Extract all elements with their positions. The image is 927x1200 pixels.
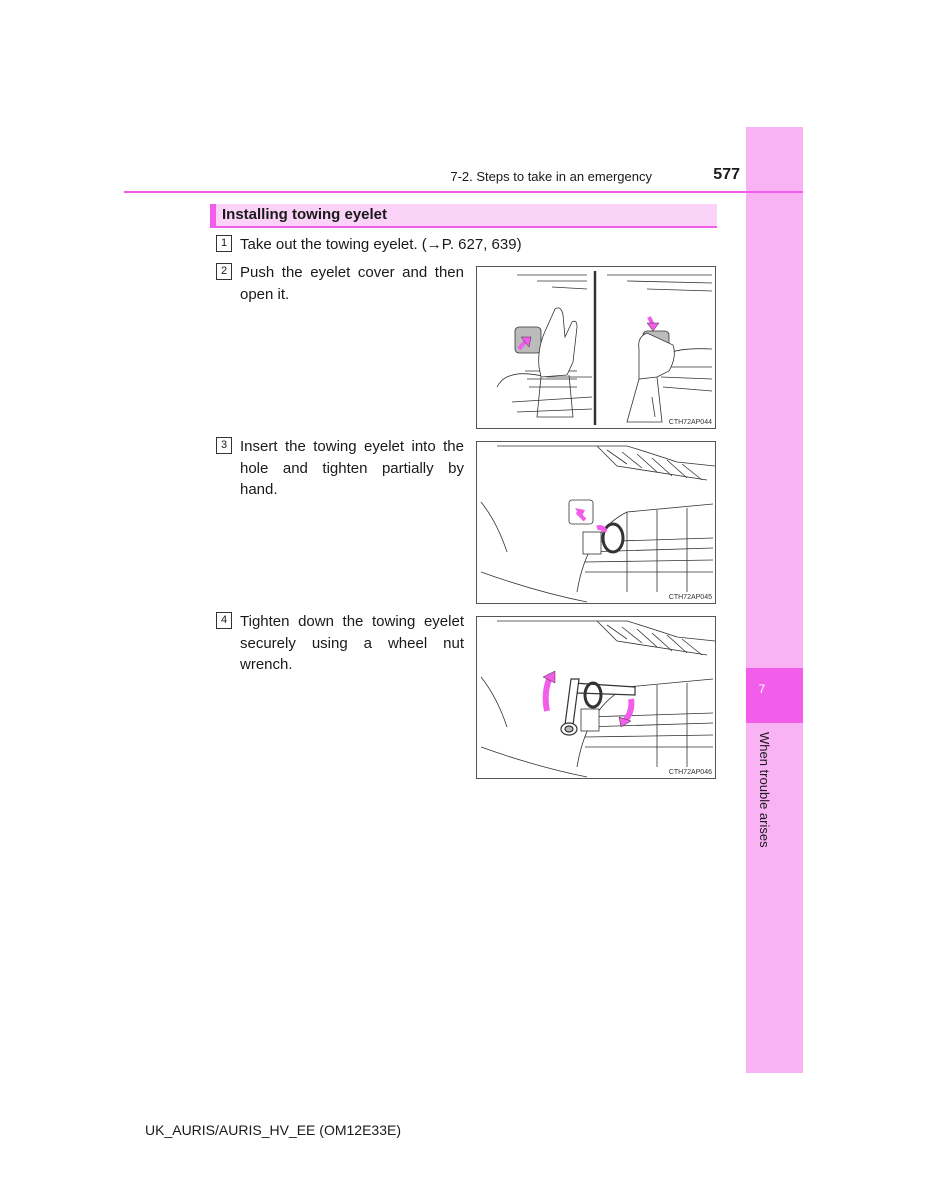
section-heading-text: Installing towing eyelet	[222, 206, 388, 223]
step-number: 4	[216, 612, 232, 629]
rotate-down-arrow-icon	[625, 699, 631, 721]
step-number: 1	[216, 235, 232, 252]
step-text: Push the eyelet cover and then open it.	[240, 264, 464, 303]
step-text: Tighten down the towing eyelet securely using a wheel nut wrench.	[240, 613, 464, 673]
insert-eyelet-illustration	[477, 442, 716, 604]
figure-code: CTH72AP044	[668, 419, 712, 426]
chapter-number: 7	[758, 682, 766, 696]
section-heading	[210, 204, 717, 228]
side-tab	[746, 127, 803, 1073]
towing-eyelet-icon	[603, 524, 623, 552]
footer-model-code: UK_AURIS/AURIS_HV_EE (OM12E33E)	[145, 1122, 401, 1138]
figure-code: CTH72AP045	[668, 594, 712, 601]
tighten-eyelet-illustration	[477, 617, 716, 779]
figure-tighten-eyelet	[476, 616, 716, 779]
figure-insert-eyelet	[476, 441, 716, 604]
figure-code: CTH72AP046	[668, 769, 712, 776]
page-number: 577	[713, 166, 740, 183]
open-cover-illustration	[477, 267, 716, 429]
step-number: 3	[216, 437, 232, 454]
step-text: Take out the towing eyelet. (→P. 627, 639)	[240, 236, 522, 253]
chapter-title: When trouble arises	[757, 732, 772, 848]
step-number: 2	[216, 263, 232, 280]
header-section-title: 7-2. Steps to take in an emergency	[450, 169, 652, 184]
header-rule	[124, 191, 803, 193]
figure-open-eyelet-cover	[476, 266, 716, 429]
step-text: Insert the towing eyelet into the hole and tighten partially by hand.	[240, 438, 464, 498]
